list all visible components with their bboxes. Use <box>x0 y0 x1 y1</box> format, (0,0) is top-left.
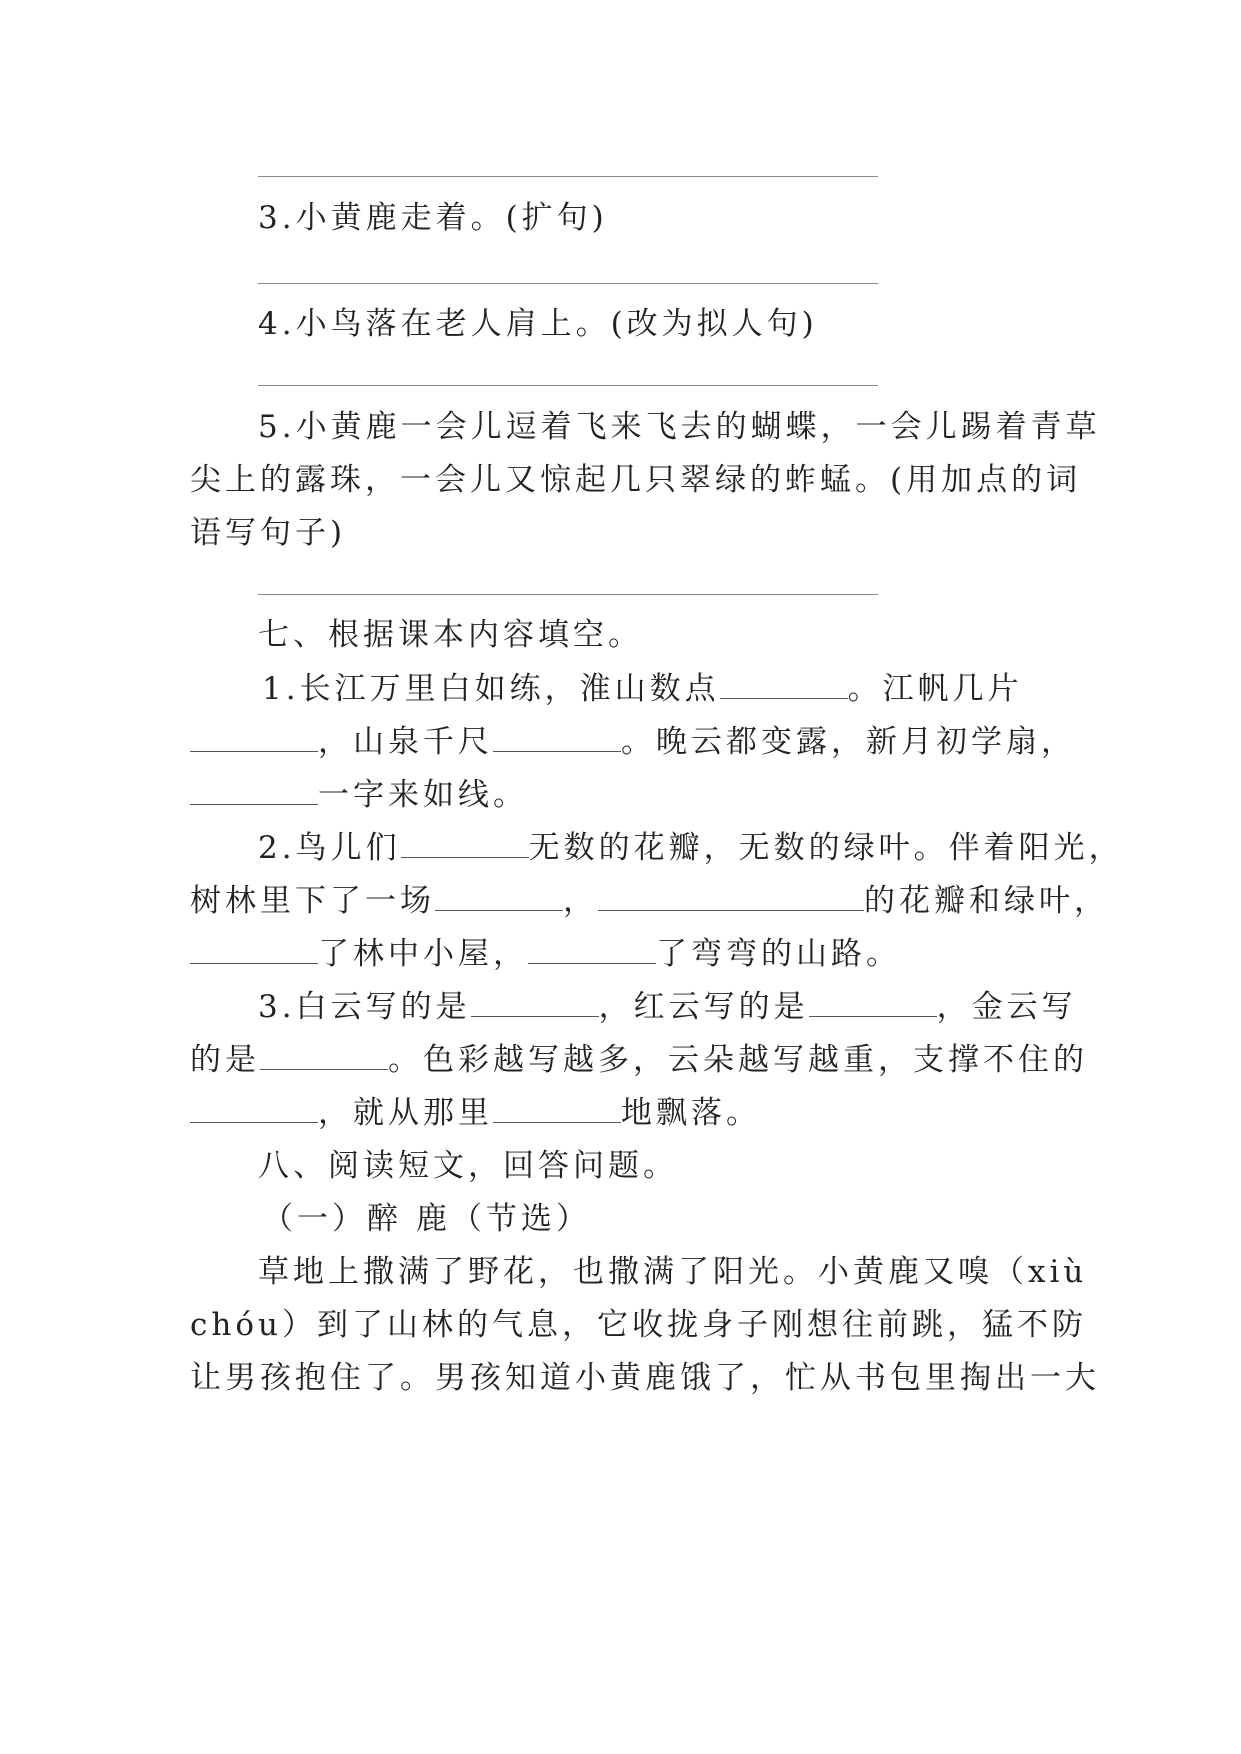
text: ， <box>563 883 598 919</box>
question-5-line-2: 尖上的露珠，一会儿又惊起几只翠绿的蚱蜢。(用加点的词 <box>190 462 1082 498</box>
text: 地飘落。 <box>621 1095 761 1131</box>
fill-1-line-2 <box>190 723 1076 761</box>
blank[interactable] <box>528 935 656 964</box>
text: 了林中小屋， <box>318 936 528 972</box>
text: 了弯弯的山路。 <box>656 936 901 972</box>
passage-title: （一）醉 鹿（节选） <box>262 1201 591 1237</box>
fill-2-line-1 <box>258 829 1124 867</box>
text: 3.白云写的是 <box>258 989 471 1025</box>
blank[interactable] <box>471 988 599 1017</box>
blank[interactable] <box>190 776 318 805</box>
text: 1.长江万里白如练，淮山数点 <box>262 671 720 707</box>
blank[interactable] <box>190 1094 318 1123</box>
blank[interactable] <box>260 1041 388 1070</box>
answer-line[interactable] <box>258 385 878 386</box>
text: ，山泉千尺 <box>318 724 493 760</box>
blank[interactable] <box>809 988 937 1017</box>
question-4: 4.小鸟落在老人肩上。(改为拟人句) <box>258 306 818 342</box>
text: 。江帆几片 <box>847 671 1023 707</box>
answer-line[interactable] <box>258 594 878 595</box>
text: 树林里下了一场 <box>190 883 435 919</box>
fill-3-line-3 <box>190 1094 761 1132</box>
passage-line-1: 草地上撒满了野花，也撒满了阳光。小黄鹿又嗅（xiù <box>258 1254 1088 1290</box>
text: 无数的花瓣，无数的绿叶。伴着阳光， <box>528 830 1124 866</box>
fill-1-line-1 <box>262 670 1023 708</box>
blank[interactable] <box>493 723 621 752</box>
question-3: 3.小黄鹿走着。(扩句) <box>258 200 608 236</box>
text: 2.鸟儿们 <box>258 830 401 866</box>
text: 的是 <box>190 1042 260 1078</box>
blank[interactable] <box>190 935 318 964</box>
question-5-line-3: 语写句子) <box>190 515 347 551</box>
text: ，就从那里 <box>318 1095 493 1131</box>
section-8-heading: 八、阅读短文，回答问题。 <box>258 1148 678 1184</box>
text: ，红云写的是 <box>598 989 809 1025</box>
text: ，金云写 <box>936 989 1077 1025</box>
passage-line-3: 让男孩抱住了。男孩知道小黄鹿饿了，忙从书包里掏出一大 <box>190 1360 1100 1396</box>
blank[interactable] <box>190 723 318 752</box>
blank[interactable] <box>435 882 563 911</box>
blank[interactable] <box>493 1094 621 1123</box>
section-7-heading: 七、根据课本内容填空。 <box>258 617 643 653</box>
passage-line-2: chóu）到了山林的气息，它收拢身子刚想往前跳，猛不防 <box>190 1307 1087 1343</box>
fill-3-line-1 <box>258 988 1077 1026</box>
blank[interactable] <box>720 670 848 699</box>
blank[interactable] <box>598 882 864 911</box>
answer-line[interactable] <box>258 176 878 177</box>
fill-1-line-3 <box>190 776 528 814</box>
question-5-line-1: 5.小黄鹿一会儿逗着飞来飞去的蝴蝶，一会儿踢着青草 <box>258 409 1101 445</box>
fill-3-line-2 <box>190 1041 1088 1079</box>
text: 的花瓣和绿叶， <box>864 883 1109 919</box>
text: 。晚云都变露，新月初学扇， <box>621 724 1076 760</box>
text: 。色彩越写越多，云朵越写越重，支撑不住的 <box>388 1042 1088 1078</box>
fill-2-line-3 <box>190 935 901 973</box>
blank[interactable] <box>401 829 529 858</box>
fill-2-line-2 <box>190 882 1109 920</box>
text: 一字来如线。 <box>318 777 528 813</box>
answer-line[interactable] <box>258 283 878 284</box>
